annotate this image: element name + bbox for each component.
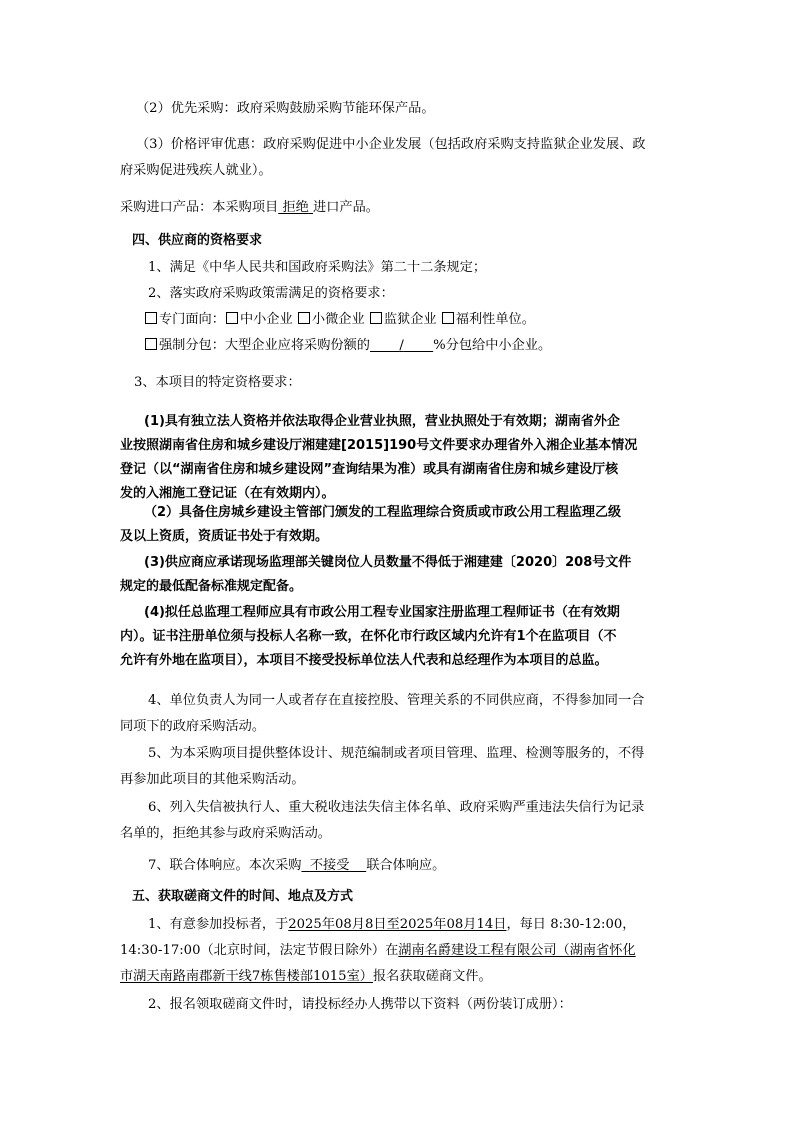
para-priority: （2）优先采购：政府采购鼓励采购节能环保产品。 <box>136 101 435 116</box>
specific-req-1-l1: (1)具有独立法人资格并依法取得企业营业执照，营业执照处于有效期；湖南省外企 <box>144 414 620 429</box>
req-5-l2: 再参加此项目的其他采购活动。 <box>120 772 305 787</box>
obtain-daily-time: ，每日 8:30-12:00， <box>506 917 636 932</box>
obtain-company: 湖南名爵建设工程有限公司（湖南省怀化 <box>398 943 636 958</box>
specific-req-4-l1: (4)拟任总监理工程师应具有市政公用工程专业国家注册监理工程师证书（在有效期 <box>144 605 620 620</box>
obtain-2: 2、报名领取磋商文件时，请投标经办人携带以下资料（两份装订成册）： <box>148 997 572 1012</box>
section-heading-5: 五、获取磋商文件的时间、地点及方式 <box>132 889 354 904</box>
req-3: 3、本项目的特定资格要求： <box>134 375 301 390</box>
specific-req-1-l3: 登记（以“湖南省住房和城乡建设网”查询结果为准）或具有湖南省住房和城乡建设厅核 <box>120 462 619 477</box>
special-target-line <box>144 311 535 329</box>
obtain-date-range: 2025年08月8日至2025年08月14日 <box>288 917 507 932</box>
checkbox-forced[interactable] <box>145 338 157 350</box>
req-6-l2: 名单的，拒绝其参与政府采购活动。 <box>120 826 331 841</box>
consortium-pre: 7、联合体响应。本次采购 <box>148 858 302 873</box>
obtain-1-l3 <box>120 968 492 986</box>
forced-value: / <box>399 338 404 353</box>
specific-req-2-l1: （2）具备住房城乡建设主管部门颁发的工程监理综合资质或市政公用工程监理乙级 <box>144 505 622 520</box>
obtain-tail: 报名获取磋商文件。 <box>372 969 492 984</box>
req-5-l1: 5、为本采购项目提供整体设计、规范编制或者项目管理、监理、检测等服务的，不得 <box>148 746 645 761</box>
opt-welfare: 福利性单位。 <box>455 312 535 327</box>
req-1: 1、满足《中华人民共和国政府采购法》第二十二条规定； <box>148 260 487 275</box>
opt-sme: 中小企业 <box>239 312 293 327</box>
obtain-1-l2 <box>120 942 636 960</box>
opt-prison: 监狱企业 <box>383 312 437 327</box>
checkbox-prison[interactable] <box>370 312 382 324</box>
import-value: 拒绝 <box>282 200 309 215</box>
obtain-1-l1 <box>148 916 635 934</box>
req-4-l1: 4、单位负责人为同一人或者存在直接控股、管理关系的不同供应商，不得参加同一合 <box>148 693 645 708</box>
import-products-line <box>120 199 379 217</box>
req-4-l2: 同项下的政府采购活动。 <box>120 719 266 734</box>
forced-post: %分包给中小企业。 <box>433 338 552 353</box>
para-price-pref-2: 府采购促进残疾人就业）。 <box>120 163 272 178</box>
checkbox-welfare[interactable] <box>442 312 454 324</box>
forced-subcontract-line <box>144 337 551 355</box>
specific-req-1-l2: 业按照湖南省住房和城乡建设厅湘建建[2015]190号文件要求办理省外入湘企业基本情况 <box>120 438 638 453</box>
req-7-consortium <box>148 857 445 875</box>
consortium-post: 联合体响应。 <box>366 858 446 873</box>
specific-req-3-l2: 规定的最低配备标准规定配备。 <box>120 579 303 594</box>
req-2: 2、落实政府采购政策需满足的资格要求： <box>148 286 394 301</box>
specific-req-4-l2: 内）。证书注册单位须与投标人名称一致，在怀化市行政区域内允许有1个在监项目（不 <box>120 629 617 644</box>
forced-pre: 强制分包：大型企业应将采购份额的 <box>159 338 370 353</box>
specific-req-1-l4: 发的入湘施工登记证（在有效期内）。 <box>120 486 335 501</box>
checkbox-sme[interactable] <box>226 312 238 324</box>
obtain-time-note: 14:30-17:00（北京时间，法定节假日除外）在 <box>120 943 399 958</box>
obtain-address: 市湖天南路南郡新干线7栋售楼部1015室） <box>120 969 373 984</box>
obtain-1-intro: 1、有意参加投标者，于 <box>148 917 289 932</box>
import-post: 进口产品。 <box>313 200 379 215</box>
req-6-l1: 6、列入失信被执行人、重大税收违法失信主体名单、政府采购严重违法失信行为记录 <box>148 800 645 815</box>
special-label: 专门面向： <box>159 312 225 327</box>
checkbox-small-micro[interactable] <box>298 312 310 324</box>
import-pre: 采购进口产品：本采购项目 <box>120 200 279 215</box>
specific-req-3-l1: (3)供应商应承诺现场监理部关键岗位人员数量不得低于湘建建〔2020〕208号文件 <box>144 555 632 570</box>
specific-req-2-l2: 及以上资质，资质证书处于有效期。 <box>120 529 329 544</box>
opt-small-micro: 小微企业 <box>311 312 365 327</box>
section-heading-4: 四、供应商的资格要求 <box>132 233 263 248</box>
checkbox-special[interactable] <box>145 312 157 324</box>
consortium-value: 不接受 <box>309 858 350 873</box>
specific-req-4-l3: 允许有外地在监项目），本项目不接受投标单位法人代表和总经理作为本项目的总监。 <box>120 653 608 668</box>
para-price-pref-1: （3）价格评审优惠：政府采购促进中小企业发展（包括政府采购支持监狱企业发展、政 <box>136 137 646 152</box>
